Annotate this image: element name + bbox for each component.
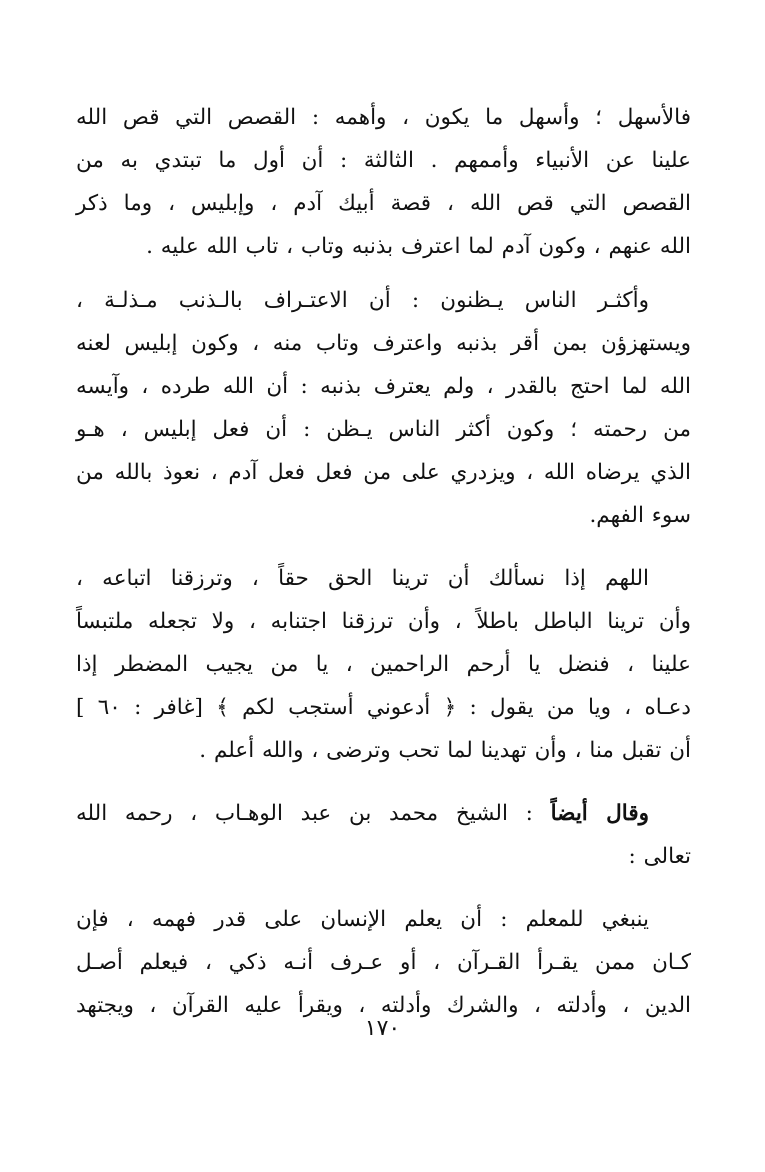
- paragraph-line: دعـاه ، ويا من يقول : ﴿ أدعوني أستجب لكم ﴾ [غافر : ٦٠ ]: [76, 695, 691, 720]
- paragraph-line: الله عنهم ، وكون آدم لما اعترف بذنبه وتاب ، تاب الله عليه .: [146, 234, 691, 259]
- paragraph-line: سوء الفهم.: [589, 503, 691, 528]
- paragraph-line: [76, 792, 691, 835]
- paragraph-line: تعالى :: [628, 844, 691, 869]
- paragraph-line: الله لما احتج بالقدر ، ولم يعترف بذنبه : أن الله طرده ، وآيسه: [76, 374, 691, 399]
- paragraph-line: الدين ، وأدلته ، والشرك وأدلته ، ويقرأ عليه القرآن ، ويجتهد: [76, 993, 691, 1018]
- paragraph-line: كـان ممن يقـرأ القـرآن ، أو عـرف أنـه ذكي ، فيعلم أصـل: [76, 950, 691, 975]
- paragraph-1: [76, 96, 691, 268]
- bold-lead: وقال أيضاً: [550, 801, 649, 826]
- paragraph-line: علينا عن الأنبياء وأممهم . الثالثة : أن أول ما تبتدي به من: [76, 148, 691, 173]
- page-body: [76, 96, 691, 1027]
- paragraph-line: ويستهزؤن بمن أقر بذنبه واعترف وتاب منه ، وكون إبليس لعنه: [76, 331, 691, 356]
- page-number: ١٧٠: [364, 1016, 401, 1041]
- paragraph-line: وأن ترينا الباطل باطلاً ، وأن ترزقنا اجتنابه ، ولا تجعله ملتبساً: [76, 609, 691, 634]
- paragraph-5: [76, 898, 691, 1027]
- paragraph-4: [76, 792, 691, 878]
- paragraph-line: وأكثـر الناس يـظنون : أن الاعتـراف بالـذنب مـذلـة ،: [76, 288, 649, 313]
- paragraph-3: [76, 557, 691, 772]
- paragraph-2: [76, 279, 691, 537]
- paragraph-line: القصص التي قص الله ، قصة أبيك آدم ، وإبليس ، وما ذكر: [76, 191, 691, 216]
- paragraph-line: علينا ، فنضل يا أرحم الراحمين ، يا من يجيب المضطر إذا: [76, 652, 691, 677]
- paragraph-line: ينبغي للمعلم : أن يعلم الإنسان على قدر فهمه ، فإن: [76, 907, 649, 932]
- paragraph-line: أن تقبل منا ، وأن تهدينا لما تحب وترضى ، والله أعلم .: [199, 738, 691, 763]
- paragraph-line: فالأسهل ؛ وأسهل ما يكون ، وأهمه : القصص التي قص الله: [76, 105, 691, 130]
- paragraph-line: الذي يرضاه الله ، ويزدري على من فعل فعل آدم ، نعوذ بالله من: [76, 460, 691, 485]
- paragraph-line: من رحمته ؛ وكون أكثر الناس يـظن : أن فعل إبليس ، هـو: [76, 417, 691, 442]
- paragraph-line-rest: : الشيخ محمد بن عبد الوهـاب ، رحمه الله: [76, 801, 533, 826]
- paragraph-line: اللهم إذا نسألك أن ترينا الحق حقاً ، وترزقنا اتباعه ،: [76, 566, 649, 591]
